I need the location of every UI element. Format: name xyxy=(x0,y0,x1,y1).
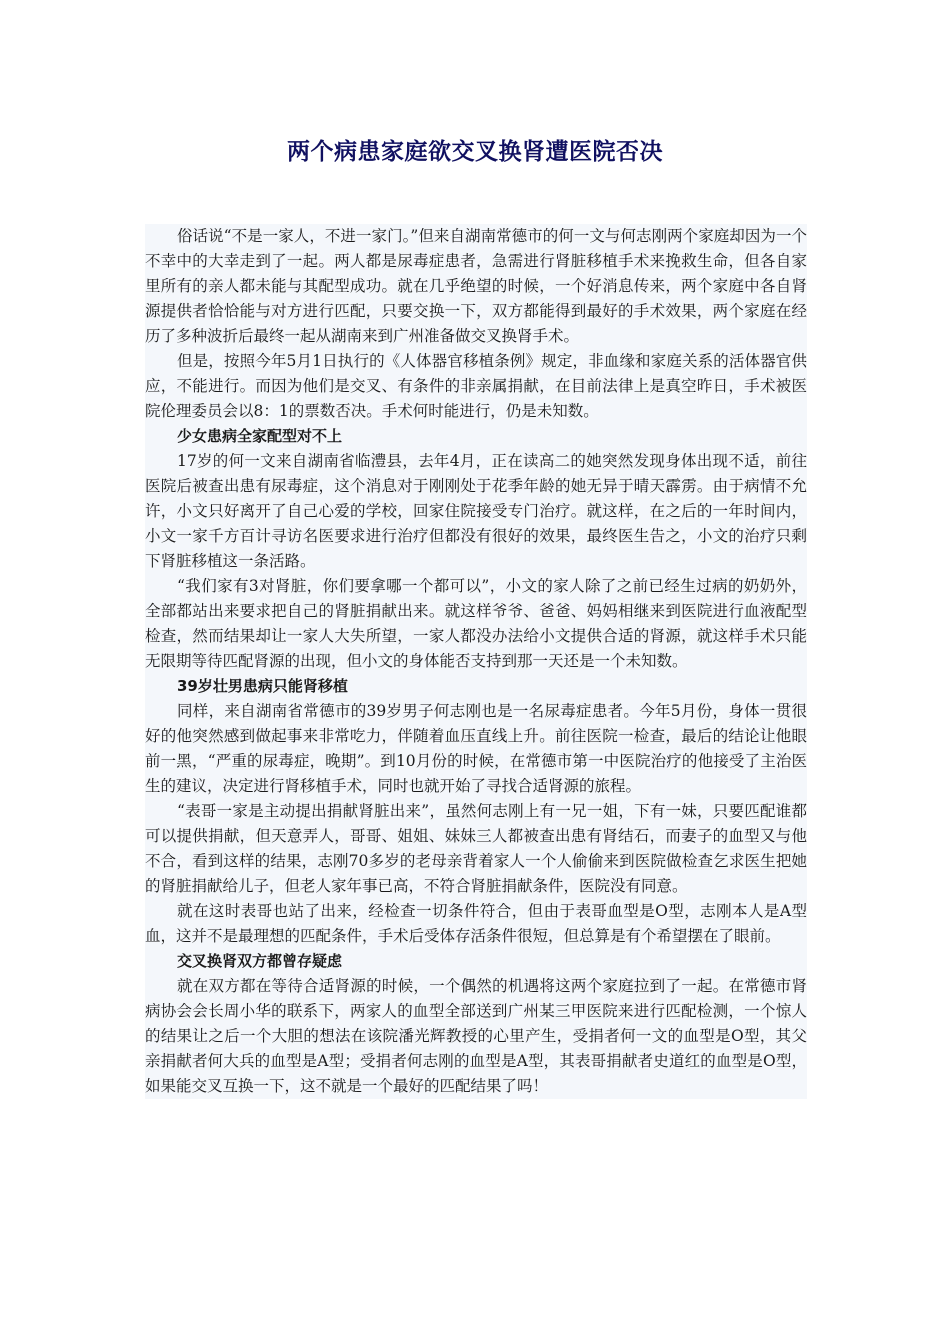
paragraph-cousin: 就在这时表哥也站了出来，经检查一切条件符合，但由于表哥血型是O型，志刚本人是A型血，这并不是最理想的匹配条件，手术后受体存活条件很短，但总算是有个希望摆在了眼前。 xyxy=(145,902,807,945)
article-body xyxy=(145,224,807,1099)
document-title: 两个病患家庭欲交叉换肾遭医院否决 xyxy=(287,138,663,165)
paragraph-girl-illness: 17岁的何一文来自湖南省临澧县，去年4月，正在读高二的她突然发现身体出现不适，前往医院后被查出患有尿毒症，这个消息对于刚刚处于花季年龄的她无异于晴天霹雳。由于病情不允许，小文只好离开了自己心爱的学校，回家住院接受专门治疗。就这样，在之后的一年时间内，小文一家千方百计寻访名医要求进行治疗但都没有很好的效果，最终医生告之，小文的治疗只剩下肾脏移植这一条活路。 xyxy=(145,452,807,570)
paragraph-exchange: 就在双方都在等待合适肾源的时候，一个偶然的机遇将这两个家庭拉到了一起。在常德市肾病协会会长周小华的联系下，两家人的血型全部送到广州某三甲医院来进行匹配检测，一个惊人的结果让之后一个大胆的想法在该院潘光辉教授的心里产生，受捐者何一文的血型是O型，其父亲捐献者何大兵的血型是A型；受捐者何志刚的血型是A型，其表哥捐献者史道红的血型是O型，如果能交叉互换一下，这不就是一个最好的匹配结果了吗！ xyxy=(145,977,807,1095)
subheading-man: 39岁壮男患病只能肾移植 xyxy=(177,677,348,695)
paragraph-law: 但是，按照今年5月1日执行的《人体器官移植条例》规定，非血缘和家庭关系的活体器官供应，不能进行。而因为他们是交叉、有条件的非亲属捐献，在目前法律上是真空昨日，手术被医院伦理委员会以8：1的票数否决。手术何时能进行，仍是未知数。 xyxy=(145,352,807,420)
subheading-girl: 少女患病全家配型对不上 xyxy=(177,427,343,445)
subheading-exchange: 交叉换肾双方都曾存疑虑 xyxy=(177,952,343,970)
paragraph-man-family: “表哥一家是主动提出捐献肾脏出来”，虽然何志刚上有一兄一姐，下有一妹，只要匹配谁都可以提供捐献，但天意弄人，哥哥、姐姐、妹妹三人都被查出患有肾结石，而妻子的血型又与他不合，看到这样的结果，志刚70多岁的老母亲背着家人一个人偷偷来到医院做检查乞求医生把她的肾脏捐献给儿子，但老人家年事已高，不符合肾脏捐献条件，医院没有同意。 xyxy=(145,802,807,895)
paragraph-man-illness: 同样，来自湖南省常德市的39岁男子何志刚也是一名尿毒症患者。今年5月份，身体一贯很好的他突然感到做起事来非常吃力，伴随着血压直线上升。前往医院一检查，最后的结论让他眼前一黑，“严重的尿毒症，晚期”。到10月份的时候，在常德市第一中医院治疗的他接受了主治医生的建议，决定进行肾移植手术，同时也就开始了寻找合适肾源的旅程。 xyxy=(145,702,807,795)
paragraph-girl-family: “我们家有3对肾脏，你们要拿哪一个都可以”，小文的家人除了之前已经生过病的奶奶外，全部都站出来要求把自己的肾脏捐献出来。就这样爷爷、爸爸、妈妈相继来到医院进行血液配型检查，然而结果却让一家人大失所望，一家人都没办法给小文提供合适的肾源，就这样手术只能无限期等待匹配肾源的出现，但小文的身体能否支持到那一天还是一个未知数。 xyxy=(145,577,807,670)
paragraph-intro: 俗话说“不是一家人，不进一家门。”但来自湖南常德市的何一文与何志刚两个家庭却因为一个不幸中的大幸走到了一起。两人都是尿毒症患者，急需进行肾脏移植手术来挽救生命，但各自家里所有的亲人都未能与其配型成功。就在几乎绝望的时候，一个好消息传来，两个家庭中各自肾源提供者恰恰能与对方进行匹配，只要交换一下，双方都能得到最好的手术效果，两个家庭在经历了多种波折后最终一起从湖南来到广州准备做交叉换肾手术。 xyxy=(145,227,807,345)
